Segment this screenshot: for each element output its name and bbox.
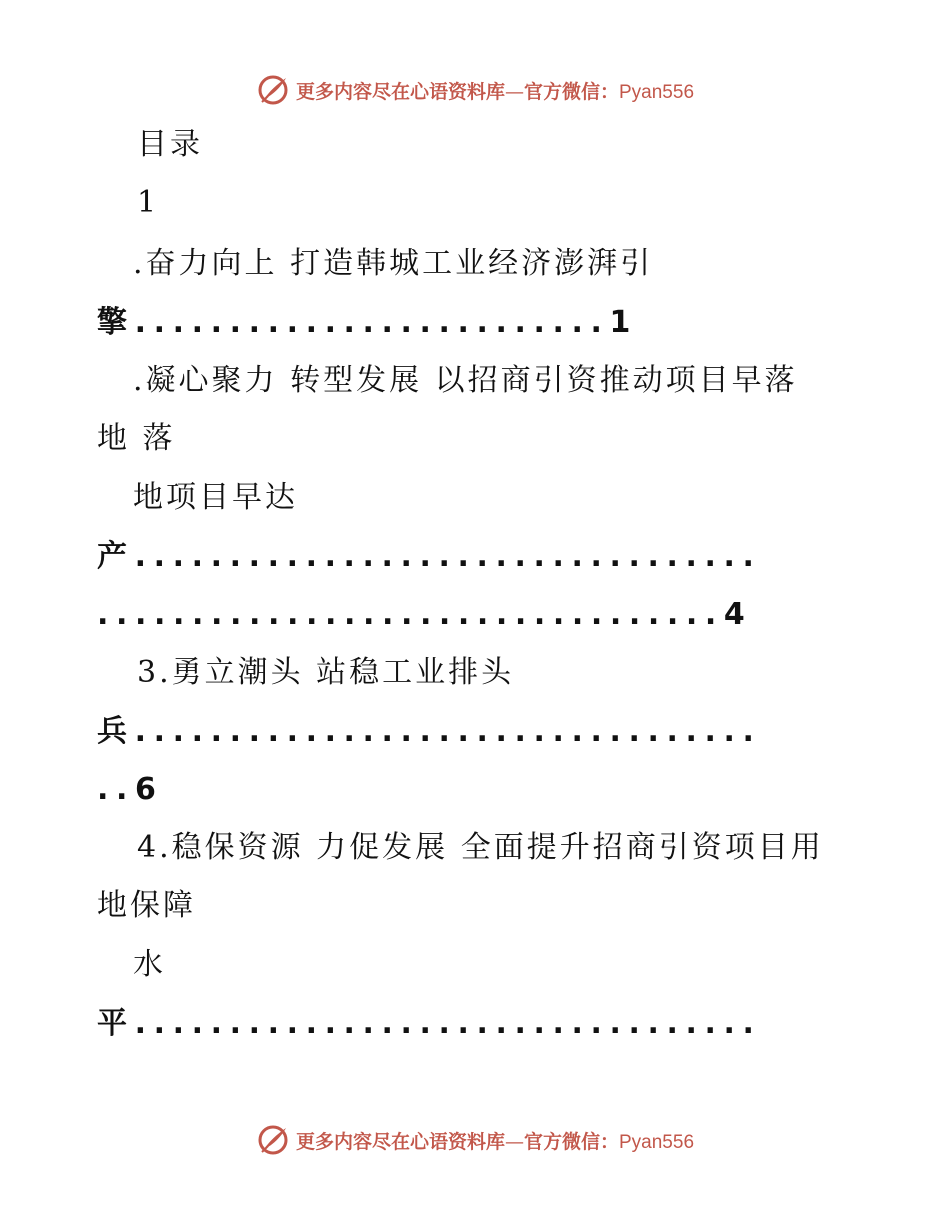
toc-line: 3.勇立潮头 站稳工业排头 <box>137 655 515 690</box>
feather-pen-logo-icon <box>256 73 290 107</box>
toc-line: 地 落 <box>97 421 176 456</box>
footer-watermark <box>0 1120 950 1160</box>
toc-line: 水 <box>133 947 166 982</box>
toc-line: 平................................. <box>97 1006 762 1041</box>
toc-line: 1 <box>137 185 160 220</box>
toc-line: 擎.........................1 <box>97 305 638 340</box>
toc-line: .凝心聚力 转型发展 以招商引资推动项目早落 <box>133 363 798 398</box>
feather-pen-logo-icon <box>256 1123 290 1157</box>
watermark-text: 更多内容尽在心语资料库—官方微信：Pyan556 <box>295 1130 695 1153</box>
toc-line: 地保障 <box>97 888 196 923</box>
header-watermark <box>0 70 950 110</box>
watermark-text: 更多内容尽在心语资料库—官方微信：Pyan556 <box>295 80 695 103</box>
toc-line: 4.稳保资源 力促发展 全面提升招商引资项目用 <box>137 830 824 865</box>
toc-line: 兵................................. <box>97 714 762 749</box>
toc-line: .................................4 <box>97 597 753 632</box>
toc-line: ..6 <box>97 772 164 807</box>
toc-line: .奋力向上 打造韩城工业经济澎湃引 <box>133 246 654 281</box>
toc-title: 目录 <box>137 127 203 162</box>
toc-line: 地项目早达 <box>133 480 298 515</box>
toc-line: 产................................. <box>97 539 762 574</box>
